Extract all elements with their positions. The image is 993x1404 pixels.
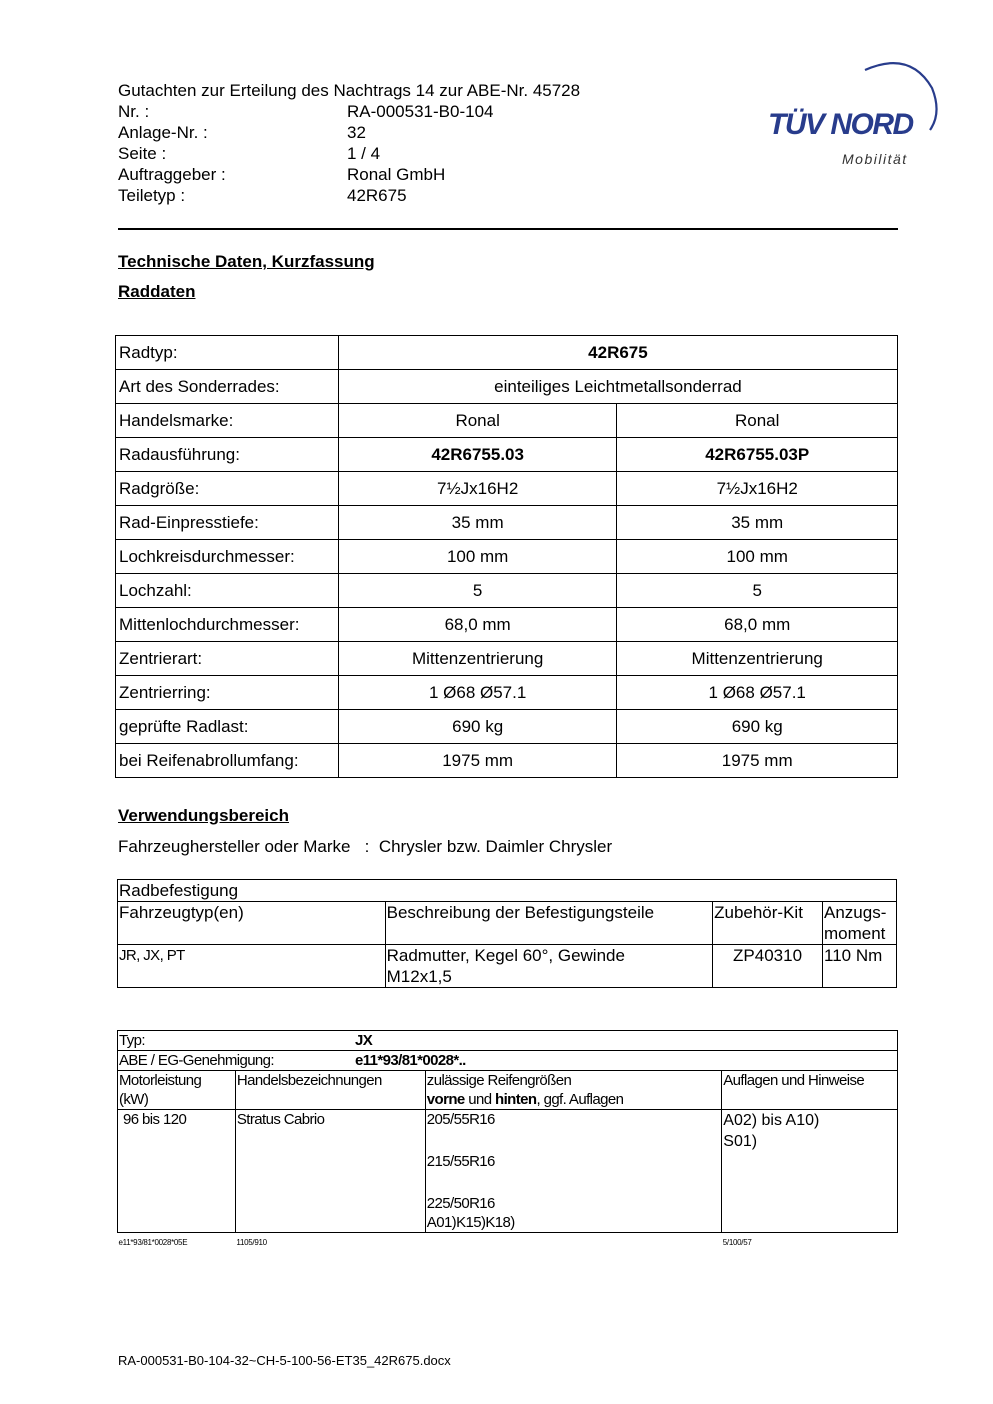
table-row xyxy=(116,642,898,676)
header-value: Ronal GmbH xyxy=(347,165,446,184)
cell-b: Mittenzentrierung xyxy=(617,642,898,676)
row-label: Zentrierring: xyxy=(116,676,339,710)
row-label: Radausführung: xyxy=(116,438,339,472)
verwendung-value: Chrysler bzw. Daimler Chrysler xyxy=(378,837,613,856)
table-row xyxy=(116,574,898,608)
vorne-label: vorne xyxy=(426,1091,465,1108)
tire-size: 225/50R16 xyxy=(426,1195,495,1212)
section-heading-tech: Technische Daten, Kurzfassung xyxy=(118,252,375,271)
column-header: Anzugs- moment xyxy=(823,902,897,945)
table-row xyxy=(118,1110,898,1233)
table-row xyxy=(116,370,898,404)
section-heading-raddaten: Raddaten xyxy=(118,282,196,301)
small-note: 5/100/57 xyxy=(722,1238,752,1247)
cell-a: 1975 mm xyxy=(338,744,617,778)
row-label: Rad-Einpresstiefe: xyxy=(116,506,339,540)
cell-a: 690 kg xyxy=(338,710,617,744)
table-row xyxy=(116,676,898,710)
table-row xyxy=(118,1233,898,1253)
cell-a: 68,0 mm xyxy=(338,608,617,642)
cell-b: 68,0 mm xyxy=(617,608,898,642)
table-row xyxy=(118,1051,898,1071)
anzugsmoment-cell: 110 Nm xyxy=(823,945,897,988)
column-header: Beschreibung der Befestigungsteile xyxy=(385,902,712,945)
header-field-anlage xyxy=(118,122,580,143)
cell-b: 100 mm xyxy=(617,540,898,574)
cell-a: Ronal xyxy=(338,404,617,438)
row-label: bei Reifenabrollumfang: xyxy=(116,744,339,778)
typ-value: JX xyxy=(355,1032,373,1049)
row-label: Lochkreisdurchmesser: xyxy=(116,540,339,574)
small-note: e11*93/81*0028*05E xyxy=(118,1238,188,1247)
cell-b: Ronal xyxy=(617,404,898,438)
header-line xyxy=(427,1090,720,1109)
row-label: Radtyp: xyxy=(116,336,339,370)
fahrzeugtyp-cell: JR, JX, PT xyxy=(118,945,386,988)
table-row xyxy=(118,1031,898,1051)
kw-cell: 96 bis 120 xyxy=(118,1110,236,1233)
column-header: Motorleistung (kW) xyxy=(118,1071,236,1110)
column-header xyxy=(425,1071,721,1110)
cell-b: 690 kg xyxy=(617,710,898,744)
abe-value: e11*93/81*0028*.. xyxy=(355,1052,466,1069)
verwendung-sep: : xyxy=(364,837,370,856)
header-field-teiletyp xyxy=(118,185,580,206)
cell-b: 35 mm xyxy=(617,506,898,540)
table-row xyxy=(116,404,898,438)
document-header xyxy=(118,80,580,206)
radbefestigung-table xyxy=(117,879,897,988)
beschreibung-cell: Radmutter, Kegel 60°, Gewinde M12x1,5 xyxy=(385,945,712,988)
abe-row xyxy=(118,1051,898,1071)
tire-size: 215/55R16 xyxy=(426,1153,495,1170)
typ-table xyxy=(117,1030,898,1252)
small-note: 1105/910 xyxy=(236,1238,267,1247)
table-row xyxy=(116,506,898,540)
cell-a: 100 mm xyxy=(338,540,617,574)
header-label: Nr. : xyxy=(118,102,150,121)
auflagen-cell: A02) bis A10) S01) xyxy=(722,1110,898,1233)
typ-row xyxy=(118,1031,898,1051)
table-row xyxy=(116,608,898,642)
header-value: 1 / 4 xyxy=(347,144,381,163)
row-label: Handelsmarke: xyxy=(116,404,339,438)
cell-a: 35 mm xyxy=(338,506,617,540)
header-label: Seite : xyxy=(118,144,167,163)
radbefestigung-title: Radbefestigung xyxy=(118,880,897,902)
cell-a: 42R6755.03 xyxy=(338,438,617,472)
table-row xyxy=(116,744,898,778)
header-value: 42R675 xyxy=(347,186,407,205)
typ-label: Typ: xyxy=(119,1032,145,1049)
row-label: Radgröße: xyxy=(116,472,339,506)
tire-note: A01)K15)K18) xyxy=(426,1214,515,1231)
verwendung-label: Fahrzeughersteller oder Marke xyxy=(118,837,351,856)
column-header: Handelsbezeichnungen xyxy=(235,1071,425,1110)
radtyp-value: 42R675 xyxy=(338,336,897,370)
table-row xyxy=(118,945,897,988)
column-header: Auflagen und Hinweise xyxy=(722,1071,898,1110)
hinten-label: hinten xyxy=(495,1091,537,1108)
column-header: Zubehör-Kit xyxy=(713,902,823,945)
cell-b: 1 Ø68 Ø57.1 xyxy=(617,676,898,710)
header-divider xyxy=(118,228,898,230)
row-label: Art des Sonderrades: xyxy=(116,370,339,404)
logo-tagline: Mobilität xyxy=(842,151,908,167)
row-label: geprüfte Radlast: xyxy=(116,710,339,744)
table-row xyxy=(116,540,898,574)
table-row xyxy=(116,710,898,744)
row-label: Lochzahl: xyxy=(116,574,339,608)
zubehoer-cell: ZP40310 xyxy=(713,945,823,988)
row-label: Zentrierart: xyxy=(116,642,339,676)
table-row xyxy=(116,336,898,370)
art-value: einteiliges Leichtmetallsonderrad xyxy=(338,370,897,404)
column-header: Fahrzeugtyp(en) xyxy=(118,902,386,945)
cell-a: 7½Jx16H2 xyxy=(338,472,617,506)
tires-cell xyxy=(425,1110,721,1233)
row-label: Mittenlochdurchmesser: xyxy=(116,608,339,642)
und-label: und xyxy=(464,1091,496,1108)
cell-a: 5 xyxy=(338,574,617,608)
cell-a: 1 Ø68 Ø57.1 xyxy=(338,676,617,710)
header-line: zulässige Reifengrößen xyxy=(426,1072,572,1089)
raddaten-table xyxy=(115,335,898,778)
header-field-nr xyxy=(118,101,580,122)
header-value: 32 xyxy=(347,123,366,142)
cell-b: 5 xyxy=(617,574,898,608)
header-field-seite xyxy=(118,143,580,164)
header-field-auftraggeber xyxy=(118,164,580,185)
abe-label: ABE / EG-Genehmigung: xyxy=(119,1052,274,1069)
document-title: Gutachten zur Erteilung des Nachtrags 14 zur ABE-Nr. 45728 xyxy=(118,81,581,100)
table-row xyxy=(116,438,898,472)
header-value: RA-000531-B0-104 xyxy=(347,102,494,121)
cell-a: Mittenzentrierung xyxy=(338,642,617,676)
cell-b: 1975 mm xyxy=(617,744,898,778)
table-row xyxy=(118,880,897,902)
tuv-nord-logo xyxy=(760,58,945,173)
cell-b: 42R6755.03P xyxy=(617,438,898,472)
cell-b: 7½Jx16H2 xyxy=(617,472,898,506)
table-row xyxy=(118,902,897,945)
header-label: Anlage-Nr. : xyxy=(118,123,208,142)
footer-filename: RA-000531-B0-104-32~CH-5-100-56-ET35_42R675.docx xyxy=(118,1353,451,1368)
table-row xyxy=(118,1071,898,1110)
header-rest: , ggf. Auflagen xyxy=(536,1091,624,1108)
section-heading-verwendung: Verwendungsbereich xyxy=(118,806,289,825)
verwendung-line xyxy=(118,837,612,857)
tire-size: 205/55R16 xyxy=(426,1111,495,1128)
header-label: Teiletyp : xyxy=(118,186,186,205)
header-label: Auftraggeber : xyxy=(118,165,226,184)
name-cell: Stratus Cabrio xyxy=(235,1110,425,1233)
table-row xyxy=(116,472,898,506)
logo-wordmark: TÜV NORD xyxy=(768,108,913,141)
